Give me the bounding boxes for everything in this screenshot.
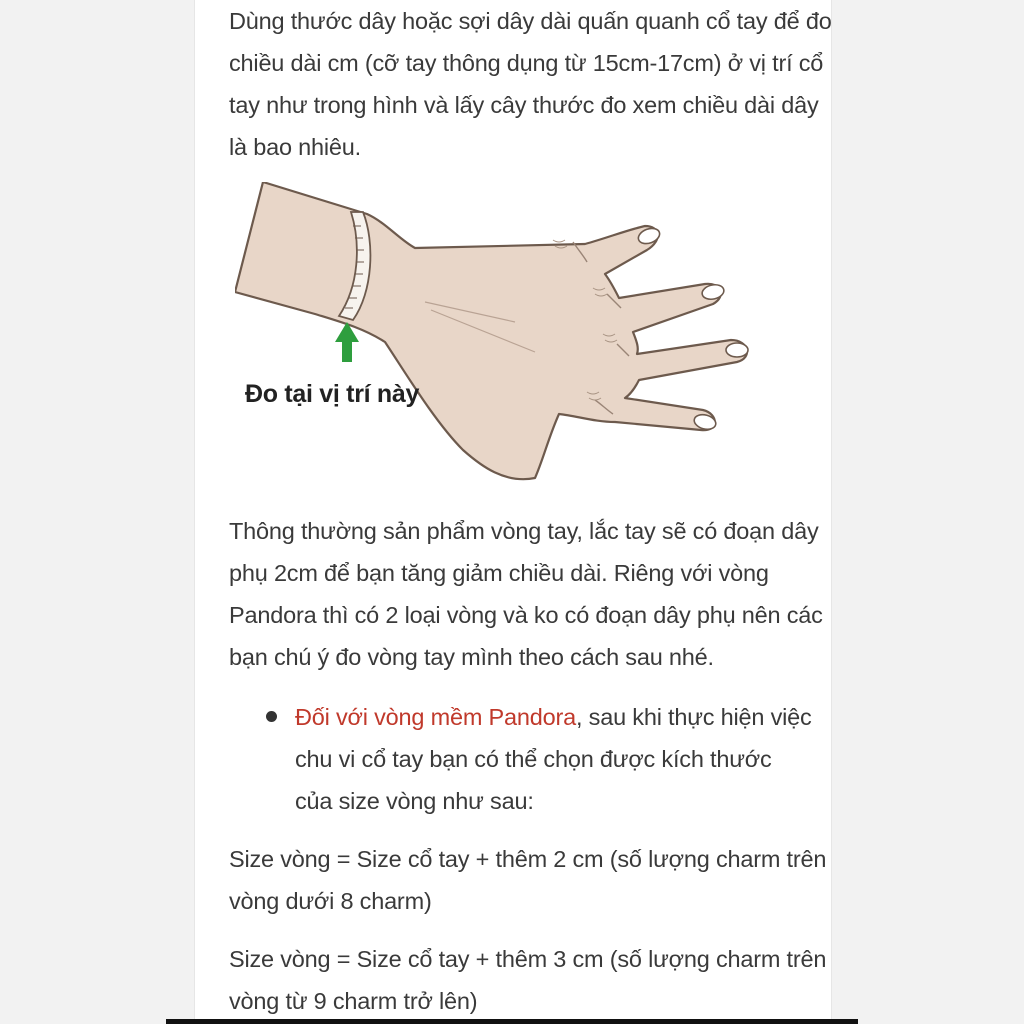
wrist-measurement-illustration (235, 182, 775, 492)
hand-illustration (235, 182, 775, 492)
article-content (194, 0, 832, 1024)
text-line: Size vòng = Size cổ tay + thêm 3 cm (số lượng charm trên (229, 946, 827, 972)
paragraph-pandora-note (229, 510, 823, 678)
bullet-line: chu vi cổ tay bạn có thể chọn được kích thước (295, 746, 772, 772)
bullet-line: của size vòng như sau: (295, 788, 534, 814)
formula-9-charms-plus (229, 938, 827, 1022)
bullet-dot-icon (266, 711, 277, 722)
bullet-text-rest: , sau khi thực hiện việc (576, 704, 812, 730)
text-line: chiều dài cm (cỡ tay thông dụng từ 15cm-17cm) ở vị trí cổ (229, 50, 824, 76)
pandora-soft-bracelet-link[interactable]: Đối với vòng mềm Pandora (295, 704, 576, 730)
text-line: tay như trong hình và lấy cây thước đo xem chiều dài dây (229, 92, 819, 118)
text-line: Dùng thước dây hoặc sợi dây dài quấn quanh cổ tay để đo (229, 8, 832, 34)
illustration-caption: Đo tại vị trí này (245, 380, 420, 408)
text-line: bạn chú ý đo vòng tay mình theo cách sau nhé. (229, 644, 714, 670)
bullet-line (295, 696, 812, 738)
bottom-divider (166, 1019, 858, 1024)
text-line: là bao nhiêu. (229, 134, 361, 160)
text-line: Thông thường sản phẩm vòng tay, lắc tay sẽ có đoạn dây (229, 518, 819, 544)
text-line: Size vòng = Size cổ tay + thêm 2 cm (số lượng charm trên (229, 846, 827, 872)
paragraph-measure-instruction (229, 0, 832, 168)
text-line: phụ 2cm để bạn tăng giảm chiều dài. Riêng với vòng (229, 560, 769, 586)
text-line: Pandora thì có 2 loại vòng và ko có đoạn dây phụ nên các (229, 602, 823, 628)
formula-under-8-charms (229, 838, 827, 922)
text-line: vòng từ 9 charm trở lên) (229, 988, 478, 1014)
text-line: vòng dưới 8 charm) (229, 888, 432, 914)
